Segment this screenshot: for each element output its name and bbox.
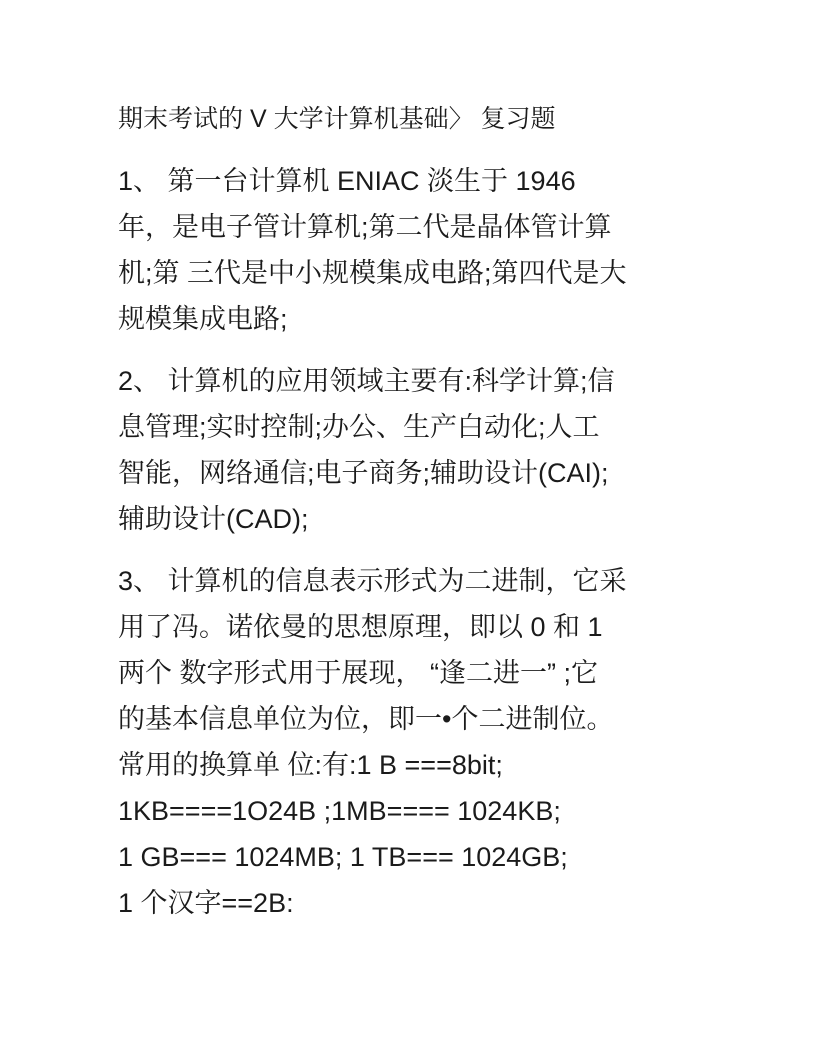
text-line: 机;第 三代是中小规模集成电路;第四代是大: [118, 258, 627, 288]
document-title: 期末考试的 V 大学计算机基础〉 复习题: [118, 105, 556, 133]
text-line: 1 GB=== 1024MB; 1 TB=== 1024GB;: [118, 842, 568, 872]
text-line: 1 个汉字==2B:: [118, 888, 294, 918]
paragraph-1: [118, 158, 718, 342]
paragraph-2: [118, 358, 718, 542]
paragraph-3: [118, 558, 718, 926]
text-line: 用了冯。诺依曼的思想原理，即以 0 和 1: [118, 612, 603, 642]
text-line: 1KB====1O24B ;1MB==== 1024KB;: [118, 796, 561, 826]
text-line: 辅助设计(CAD);: [118, 504, 309, 534]
text-line: 2、 计算机的应用领域主要有:科学计算;信: [118, 366, 615, 396]
document-content: [118, 96, 718, 942]
text-line: 1、 第一台计算机 ENIAC 淡生于 1946: [118, 166, 576, 196]
text-line: 两个 数字形式用于展现， “逢二进一” ;它: [118, 658, 598, 688]
text-line: 常用的换算单 位:有:1 B ===8bit;: [118, 750, 503, 780]
text-line: 的基本信息单位为位，即一•个二进制位。: [118, 704, 614, 734]
text-line: 智能，网络通信;电子商务;辅助设计(CAI);: [118, 458, 609, 488]
text-line: 年，是电子管计算机;第二代是晶体管计算: [118, 212, 612, 242]
text-line: 息管理;实时控制;办公、生产白动化;人工: [118, 412, 600, 442]
text-line: 规模集成电路;: [118, 304, 288, 334]
text-line: 3、 计算机的信息表示形式为二进制，它采: [118, 566, 627, 596]
